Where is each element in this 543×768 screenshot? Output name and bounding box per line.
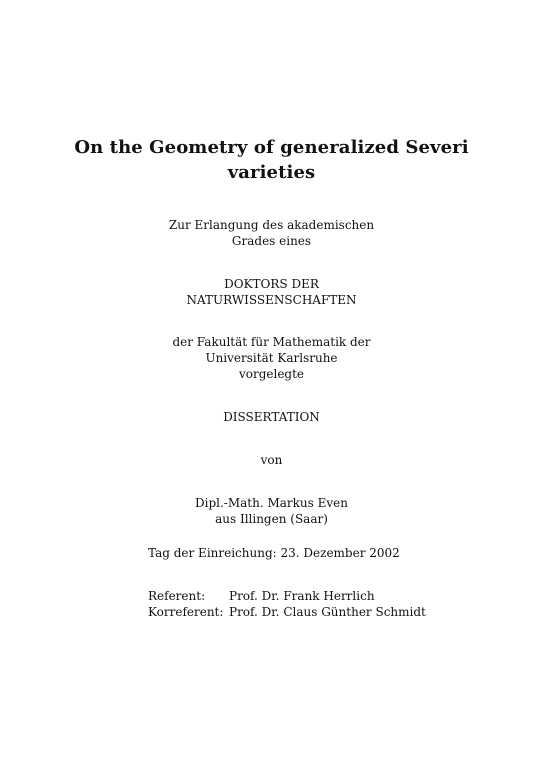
faculty-statement (0, 334, 543, 382)
purpose-line-2: Grades eines (231, 234, 312, 248)
referees-block (148, 588, 426, 620)
document-type (0, 409, 543, 425)
thesis-title (0, 135, 543, 185)
degree-line-2: NATURWISSENSCHAFTEN (186, 293, 357, 307)
submission-date: Tag der Einreichung: 23. Dezember 2002 (148, 546, 400, 560)
faculty-line-1: der Fakultät für Mathematik der (172, 335, 371, 349)
referee-row (148, 588, 426, 604)
degree-line-1: DOKTORS DER (224, 277, 319, 291)
co-referee-name: Prof. Dr. Claus Günther Schmidt (229, 605, 426, 619)
thesis-title-line-2: varieties (227, 162, 316, 183)
faculty-line-3: vorgelegte (238, 367, 305, 381)
co-referee-label: Korreferent: (148, 605, 224, 619)
purpose-line-1: Zur Erlangung des akademischen (168, 218, 375, 232)
referee-label: Referent: (148, 589, 206, 603)
co-referee-row (148, 604, 426, 620)
author-name: Dipl.-Math. Markus Even (195, 496, 348, 510)
thesis-title-line-1: On the Geometry of generalized Severi (74, 137, 469, 158)
von-text: von (260, 453, 283, 467)
referee-name: Prof. Dr. Frank Herrlich (229, 589, 375, 603)
author-block (0, 495, 543, 527)
author-origin: aus Illingen (Saar) (215, 512, 328, 526)
faculty-line-2: Universität Karlsruhe (205, 351, 338, 365)
degree-name (0, 276, 543, 308)
von-label (0, 452, 543, 468)
document-type-label: DISSERTATION (223, 410, 320, 424)
purpose-statement (0, 217, 543, 249)
